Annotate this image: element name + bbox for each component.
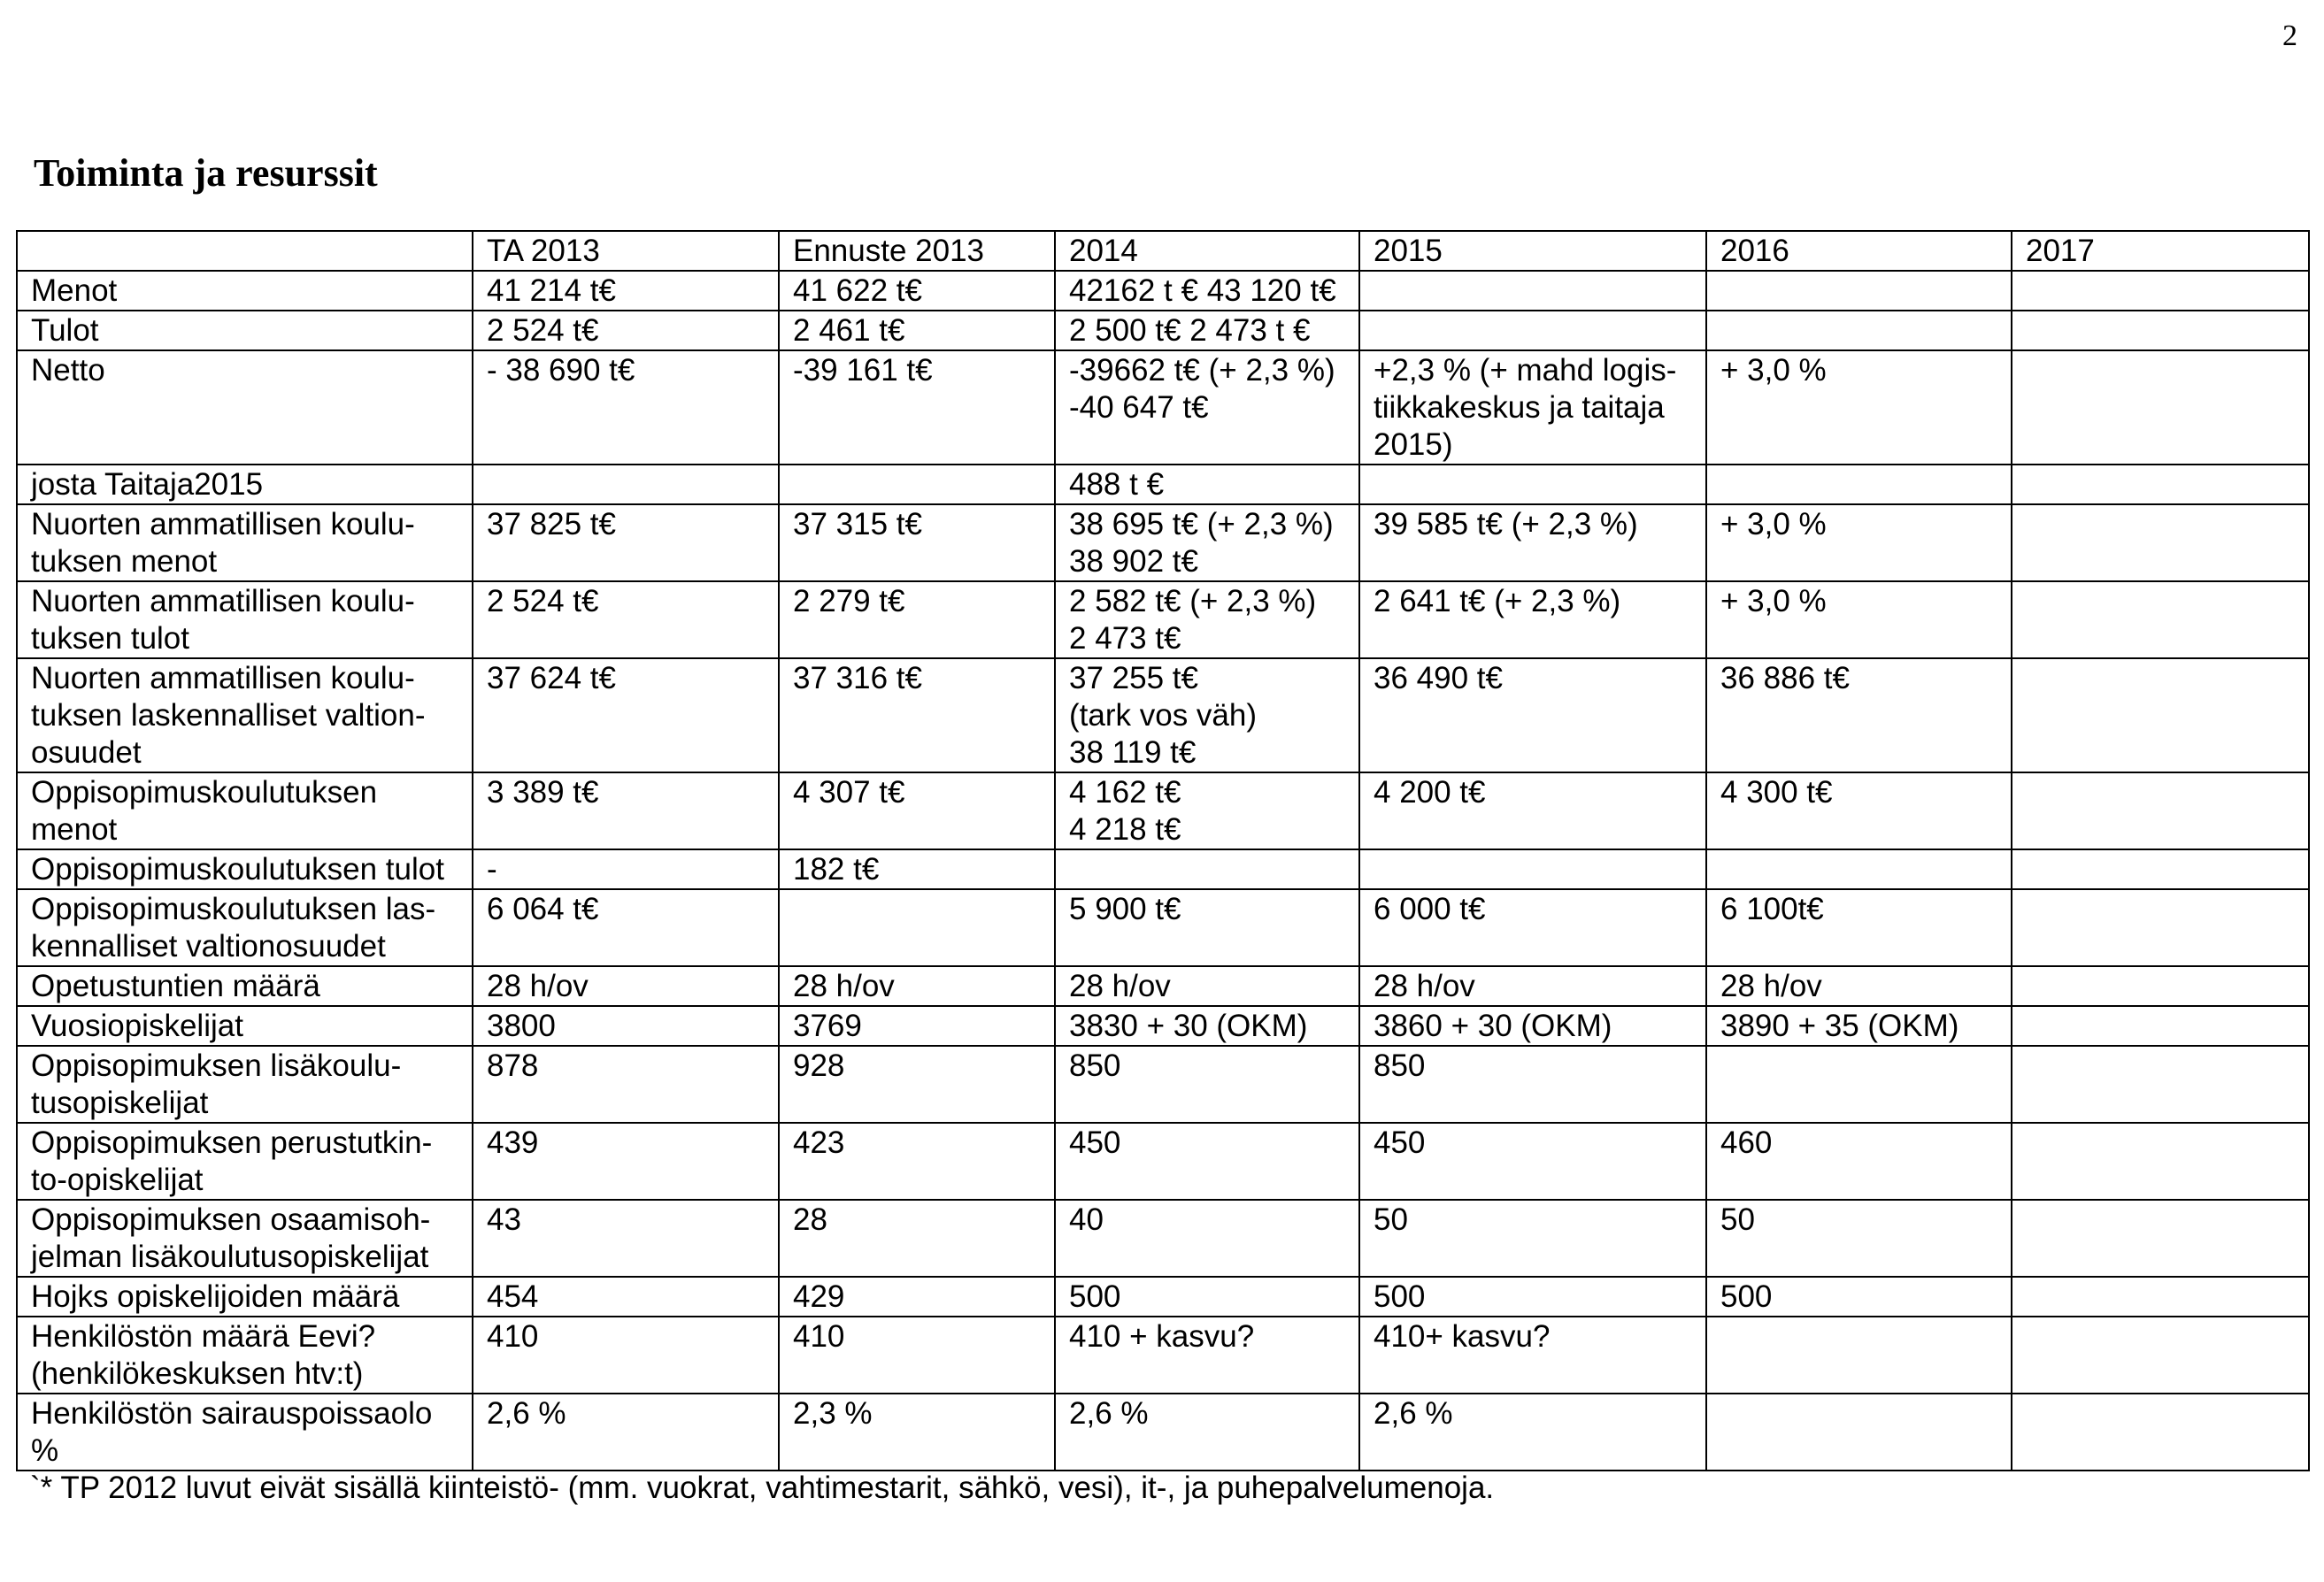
table-cell: + 3,0 % [1706,350,2012,465]
table-row [17,504,2309,581]
table-row [17,1200,2309,1277]
table-cell: 488 t € [1055,465,1359,504]
table-cell [779,889,1055,966]
table-cell: 6 000 t€ [1359,889,1706,966]
resources-table [16,230,2310,1471]
table-cell: 182 t€ [779,849,1055,889]
table-cell: 2 582 t€ (+ 2,3 %) 2 473 t€ [1055,581,1359,658]
table-cell: 41 214 t€ [473,271,779,311]
table-row [17,889,2309,966]
table-cell: + 3,0 % [1706,504,2012,581]
table-row [17,311,2309,350]
table-cell: 500 [1359,1277,1706,1317]
table-row [17,1123,2309,1200]
table-body [17,231,2309,1471]
table-cell: - [473,849,779,889]
table-cell: 50 [1706,1200,2012,1277]
table-header-row [17,231,2309,271]
row-label-cell: Oppisopimuksen lisäkoulu- tusopiskelijat [17,1046,473,1123]
table-cell: 2 279 t€ [779,581,1055,658]
table-cell: 450 [1359,1123,1706,1200]
table-cell: 2 524 t€ [473,311,779,350]
table-row [17,1046,2309,1123]
table-cell: 450 [1055,1123,1359,1200]
header-cell: TA 2013 [473,231,779,271]
table-cell [1359,311,1706,350]
table-cell [2012,504,2309,581]
table-cell [2012,271,2309,311]
table-cell: 2,3 % [779,1394,1055,1471]
header-cell: 2015 [1359,231,1706,271]
table-cell: 28 h/ov [779,966,1055,1006]
row-label-cell: Vuosiopiskelijat [17,1006,473,1046]
table-cell: 4 300 t€ [1706,772,2012,849]
table-cell [473,465,779,504]
table-cell: 410 [779,1317,1055,1394]
table-cell: 6 064 t€ [473,889,779,966]
table-cell: 850 [1359,1046,1706,1123]
table-row [17,350,2309,465]
table-cell: 878 [473,1046,779,1123]
row-label-cell: Tulot [17,311,473,350]
row-label-cell: Netto [17,350,473,465]
table-cell: 36 886 t€ [1706,658,2012,772]
table-cell: 2 524 t€ [473,581,779,658]
table-cell: 43 [473,1200,779,1277]
table-row [17,1277,2309,1317]
row-label-cell: Nuorten ammatillisen koulu- tuksen tulot [17,581,473,658]
table-cell: 37 315 t€ [779,504,1055,581]
table-cell [1706,1394,2012,1471]
table-cell [2012,581,2309,658]
table-cell: 40 [1055,1200,1359,1277]
table-cell: 410 + kasvu? [1055,1317,1359,1394]
table-cell [2012,772,2309,849]
table-cell: 37 316 t€ [779,658,1055,772]
row-label-cell: Oppisopimuskoulutuksen menot [17,772,473,849]
table-cell: + 3,0 % [1706,581,2012,658]
table-row [17,772,2309,849]
table-cell: 50 [1359,1200,1706,1277]
table-row [17,966,2309,1006]
table-cell [1706,1317,2012,1394]
table-cell: 439 [473,1123,779,1200]
row-label-cell: Menot [17,271,473,311]
table-cell [1359,849,1706,889]
table-cell [2012,1277,2309,1317]
row-label-cell: Nuorten ammatillisen koulu- tuksen laskennalliset valtion- osuudet [17,658,473,772]
row-label-cell: Henkilöstön sairauspoissaolo % [17,1394,473,1471]
table-cell: 28 [779,1200,1055,1277]
table-cell [1706,271,2012,311]
table-cell [2012,1046,2309,1123]
table-cell: 2 461 t€ [779,311,1055,350]
footnote: `* TP 2012 luvut eivät sisällä kiinteistö- (mm. vuokrat, vahtimestarit, sähkö, vesi), it-, ja puhepalvelumenoja. [30,1471,1495,1505]
table-row [17,271,2309,311]
table-row [17,581,2309,658]
table-cell [1706,311,2012,350]
table-cell [2012,465,2309,504]
table-cell: 500 [1706,1277,2012,1317]
row-label-cell: Opetustuntien määrä [17,966,473,1006]
table-cell: 28 h/ov [1706,966,2012,1006]
table-cell [1055,849,1359,889]
page-number: 2 [2282,19,2297,52]
header-cell: 2014 [1055,231,1359,271]
table-cell [2012,889,2309,966]
table-cell [779,465,1055,504]
row-label-cell: Oppisopimuksen osaamisoh- jelman lisäkoulutusopiskelijat [17,1200,473,1277]
table-cell: +2,3 % (+ mahd logis- tiikkakeskus ja taitaja 2015) [1359,350,1706,465]
table-row [17,465,2309,504]
table-cell [1359,465,1706,504]
table-cell [1706,465,2012,504]
table-cell [2012,1394,2309,1471]
table-cell: 4 307 t€ [779,772,1055,849]
table-cell: 37 624 t€ [473,658,779,772]
table-cell: 500 [1055,1277,1359,1317]
table-cell [2012,966,2309,1006]
table-cell: 3800 [473,1006,779,1046]
table-cell: 5 900 t€ [1055,889,1359,966]
table-cell: 423 [779,1123,1055,1200]
table-cell: 37 255 t€ (tark vos väh) 38 119 t€ [1055,658,1359,772]
table-cell [2012,658,2309,772]
table-cell: 2 641 t€ (+ 2,3 %) [1359,581,1706,658]
table-cell: -39662 t€ (+ 2,3 %) -40 647 t€ [1055,350,1359,465]
table-cell: 39 585 t€ (+ 2,3 %) [1359,504,1706,581]
table-cell: 410 [473,1317,779,1394]
table-cell: 38 695 t€ (+ 2,3 %) 38 902 t€ [1055,504,1359,581]
table-cell: 410+ kasvu? [1359,1317,1706,1394]
page-title: Toiminta ja resurssit [34,151,378,195]
table-cell: 36 490 t€ [1359,658,1706,772]
table-cell: 6 100t€ [1706,889,2012,966]
table-cell: 460 [1706,1123,2012,1200]
table-cell: - 38 690 t€ [473,350,779,465]
table-cell: 2,6 % [473,1394,779,1471]
table-cell: 2,6 % [1055,1394,1359,1471]
header-cell [17,231,473,271]
table-cell: 928 [779,1046,1055,1123]
header-cell: 2016 [1706,231,2012,271]
table-cell: 37 825 t€ [473,504,779,581]
table-row [17,1006,2309,1046]
header-cell: 2017 [2012,231,2309,271]
table-cell [1706,849,2012,889]
table-cell: 4 162 t€ 4 218 t€ [1055,772,1359,849]
table-row [17,1317,2309,1394]
table-cell: 28 h/ov [1055,966,1359,1006]
table-row [17,1394,2309,1471]
table-cell [2012,350,2309,465]
table-cell [1706,1046,2012,1123]
table-cell [2012,311,2309,350]
row-label-cell: josta Taitaja2015 [17,465,473,504]
table-row [17,658,2309,772]
table-cell [2012,849,2309,889]
row-label-cell: Hojks opiskelijoiden määrä [17,1277,473,1317]
table-cell: 3 389 t€ [473,772,779,849]
table-cell: 4 200 t€ [1359,772,1706,849]
table-cell [2012,1006,2309,1046]
table-cell: 454 [473,1277,779,1317]
table-cell: 28 h/ov [473,966,779,1006]
table-cell: 2 500 t€ 2 473 t € [1055,311,1359,350]
table-cell: 3860 + 30 (OKM) [1359,1006,1706,1046]
table-row [17,849,2309,889]
table-cell [2012,1317,2309,1394]
table-cell: -39 161 t€ [779,350,1055,465]
table-cell: 41 622 t€ [779,271,1055,311]
row-label-cell: Nuorten ammatillisen koulu- tuksen menot [17,504,473,581]
row-label-cell: Oppisopimuksen perustutkin- to-opiskelijat [17,1123,473,1200]
row-label-cell: Oppisopimuskoulutuksen tulot [17,849,473,889]
table-cell: 3830 + 30 (OKM) [1055,1006,1359,1046]
table-cell: 28 h/ov [1359,966,1706,1006]
table-cell: 429 [779,1277,1055,1317]
row-label-cell: Oppisopimuskoulutuksen las- kennalliset valtionosuudet [17,889,473,966]
table-cell: 3769 [779,1006,1055,1046]
table-cell: 42162 t € 43 120 t€ [1055,271,1359,311]
row-label-cell: Henkilöstön määrä Eevi? (henkilökeskuksen htv:t) [17,1317,473,1394]
table-cell: 2,6 % [1359,1394,1706,1471]
table-cell [2012,1200,2309,1277]
header-cell: Ennuste 2013 [779,231,1055,271]
table-cell [2012,1123,2309,1200]
table-cell: 850 [1055,1046,1359,1123]
table-cell: 3890 + 35 (OKM) [1706,1006,2012,1046]
table-cell [1359,271,1706,311]
